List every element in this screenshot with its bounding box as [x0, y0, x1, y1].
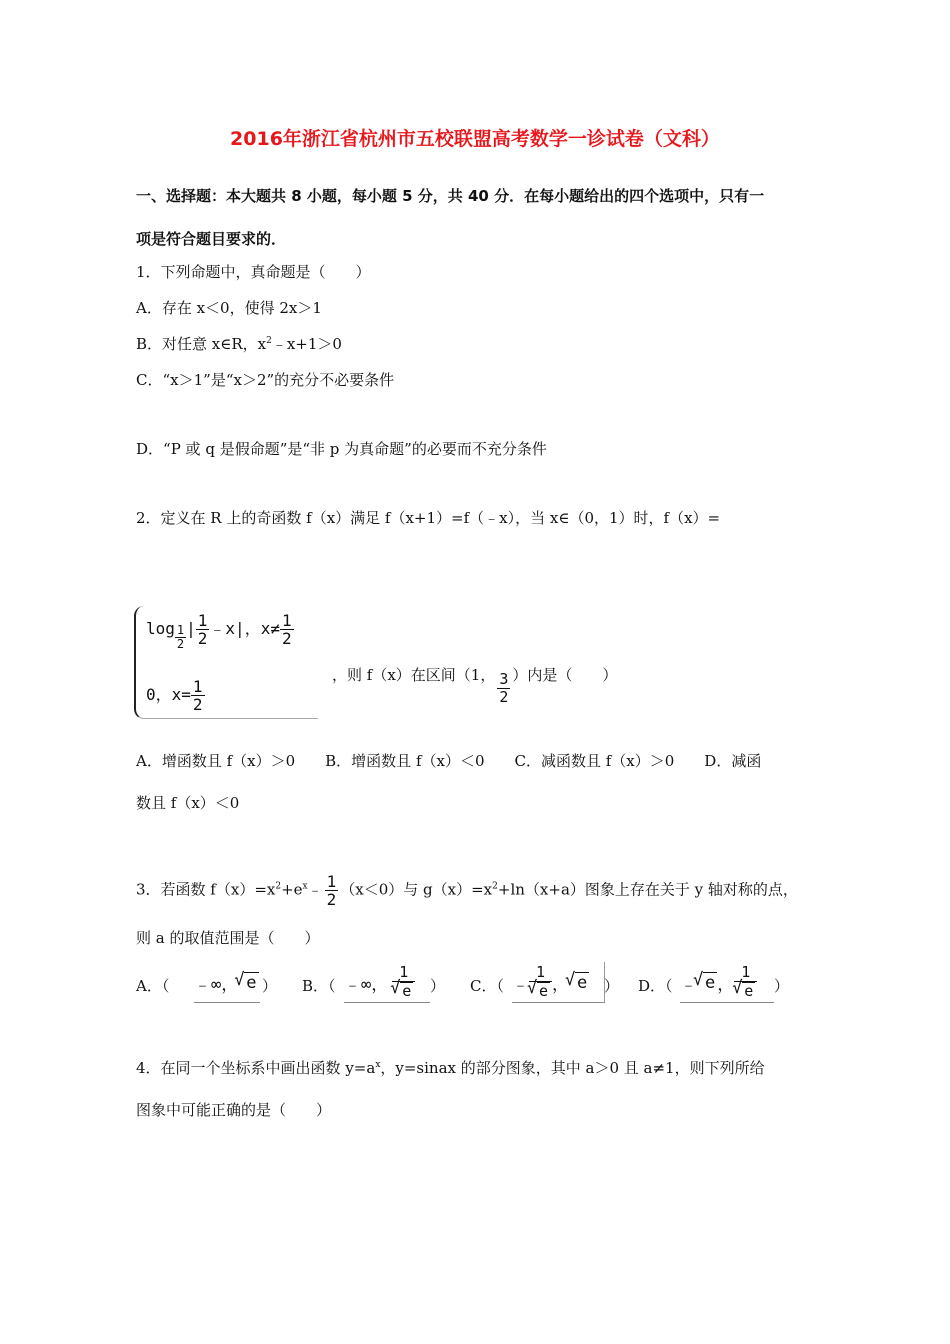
q3-option-c-label: C．（ — [470, 977, 504, 995]
q3-option-b-math: ﹣∞， 1 √ e — [344, 962, 430, 1003]
q4-stem: 4．在同一个坐标系中画出函数 $y=a^x$，y=sinax 的部分图象，其中 a＞0 且 a≠1，则下列所给 — [136, 1059, 765, 1077]
page-title: 2016年浙江省杭州市五校联盟高考数学一诊试卷（文科） — [230, 128, 720, 150]
q2-stem-continued: ，则 f（x）在区间（1， $\frac{3}{2}$ ）内是（ ） — [332, 666, 618, 706]
q1-option-c: C．“x＞1”是“x＞2”的充分不必要条件 — [136, 371, 395, 389]
q1-option-d: D．“P 或 q 是假命题”是“非 p 为真命题”的必要而不充分条件 — [136, 440, 547, 458]
q3-stem-line2: 则 a 的取值范围是（ ） — [136, 929, 320, 947]
piecewise-case-1: log $\frac{1}{2}$ | $\frac{1}{2}$ ﹣x|，x≠ $\frac{1}{2}$ — [146, 611, 292, 651]
interval-fraction: $\frac{3}{2}$ — [499, 670, 509, 706]
q2-stem: 2．定义在 R 上的奇函数 f（x）满足 f（x+1）=f（﹣x），当 x∈（0，1）时，f（x）= — [136, 509, 721, 527]
q2-options-line2: 数且 f（x）＜0 — [136, 794, 240, 812]
q3-option-c-math: ﹣ 1 √ e ， √ e — [512, 962, 605, 1003]
q3-option-a-math: ﹣∞， √ e — [194, 962, 260, 1003]
q3-option-a-label: A．（ — [136, 977, 170, 995]
q2-options-line1: A．增函数且 f（x）＞0 B．增函数且 f（x）＜0 C．减函数且 f（x）＞0 D．减函 — [136, 752, 762, 770]
q3-option-d-math: ﹣ √ e ， 1 √ e — [680, 962, 774, 1003]
q3-option-d-close: ） — [774, 977, 790, 995]
q1-option-b: B．对任意 x∈R，$x^2﹣x+1>0$ — [136, 335, 342, 353]
q3-option-a-close: ） — [262, 977, 278, 995]
q1-stem: 1．下列命题中，真命题是（ ） — [136, 263, 371, 281]
q3-option-b-close: ） — [430, 977, 446, 995]
section-heading-line1: 一、选择题：本大题共 8 小题，每小题 5 分，共 40 分．在每小题给出的四个选项中，只有一 — [136, 187, 765, 205]
q1-option-a: A．存在 x＜0，使得 2x＞1 — [136, 299, 322, 317]
section-heading-line2: 项是符合题目要求的． — [136, 230, 287, 248]
q4-stem-line2: 图象中可能正确的是（ ） — [136, 1101, 332, 1119]
q3-option-b-label: B．（ — [302, 977, 336, 995]
q3-stem: 3．若函数 $f(x)=x^2+e^x﹣$ $\frac{1}{2}$ （x＜0）与 $g(x)=x^2+\ln(x+a)$图象上存在关于 y 轴对称的点， — [136, 872, 798, 909]
q3-option-c-close: ） — [604, 977, 620, 995]
piecewise-case-2: 0，x= $\frac{1}{2}$ — [146, 677, 203, 714]
q3-option-d-label: D．（ — [638, 977, 673, 995]
